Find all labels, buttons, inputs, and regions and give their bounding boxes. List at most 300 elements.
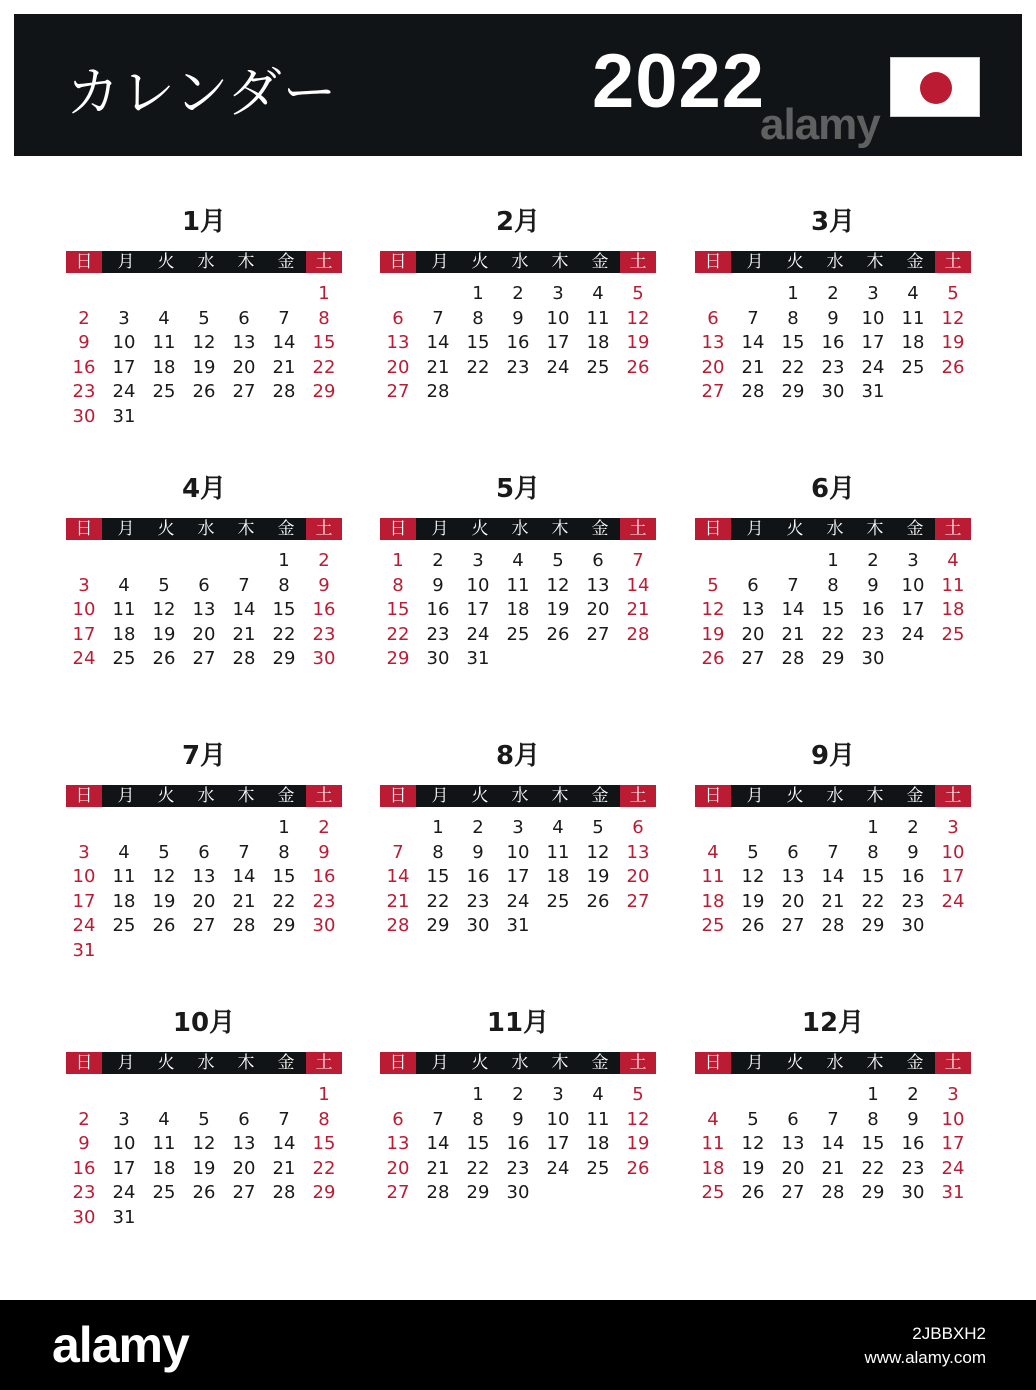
day-cell: 25 [901, 356, 925, 378]
day-cell: 25 [546, 890, 570, 912]
day-cell: 7 [632, 550, 644, 571]
day-cell: 18 [112, 890, 136, 912]
day-cell: 10 [861, 307, 885, 329]
day-cell: 3 [947, 1084, 959, 1105]
weekday-label: 月 [746, 786, 764, 806]
weekday-label: 土 [935, 518, 971, 540]
day-cell: 7 [827, 841, 839, 863]
day-cell: 19 [626, 1133, 650, 1154]
day-cell: 15 [861, 1133, 885, 1154]
day-cell: 14 [821, 1133, 845, 1154]
day-cell: 26 [152, 915, 176, 936]
day-cell: 28 [232, 648, 256, 669]
weekday-label: 月 [431, 252, 449, 272]
day-cell: 3 [78, 841, 90, 863]
weekday-label: 火 [786, 786, 804, 806]
day-cell: 15 [466, 1133, 490, 1154]
day-cell: 14 [232, 599, 256, 620]
month-title: 10月 [172, 1008, 236, 1038]
day-cell: 4 [592, 283, 604, 304]
day-cell: 16 [506, 332, 530, 353]
weekday-label: 月 [431, 519, 449, 539]
day-cell: 18 [901, 332, 925, 353]
day-cell: 27 [232, 381, 256, 402]
day-cell: 5 [947, 283, 959, 304]
day-cell: 27 [232, 1182, 256, 1203]
weekday-label: 水 [511, 786, 529, 806]
day-cell: 28 [426, 1182, 450, 1203]
day-cell: 5 [707, 574, 719, 596]
image-id: 2JBBXH2 [912, 1324, 986, 1343]
day-cell: 24 [941, 890, 965, 912]
day-cell: 7 [432, 1108, 444, 1130]
day-cell: 24 [112, 381, 136, 402]
day-cell: 14 [821, 866, 845, 887]
day-cell: 8 [392, 574, 404, 596]
day-cell: 24 [546, 1157, 570, 1179]
day-cell: 30 [901, 1182, 925, 1203]
day-cell: 25 [112, 915, 136, 936]
day-cell: 16 [466, 866, 490, 887]
day-cell: 6 [198, 841, 210, 863]
day-cell: 27 [386, 381, 410, 402]
day-cell: 8 [867, 1108, 879, 1130]
weekday-label: 土 [620, 785, 656, 807]
day-cell: 16 [426, 599, 450, 620]
month-block [695, 1006, 985, 1236]
weekday-label: 水 [826, 519, 844, 539]
day-cell: 4 [118, 574, 130, 596]
day-cell: 7 [278, 307, 290, 329]
weekday-label: 木 [237, 786, 255, 806]
day-cell: 25 [701, 1182, 725, 1203]
day-cell: 19 [626, 332, 650, 353]
day-cell: 23 [506, 1157, 530, 1179]
day-cell: 8 [278, 841, 290, 863]
day-cell: 20 [781, 890, 805, 912]
weekday-label: 金 [906, 252, 924, 272]
month-block [380, 472, 670, 702]
day-cell: 20 [626, 866, 650, 887]
weekday-label: 火 [471, 252, 489, 272]
day-cell: 12 [741, 1133, 765, 1154]
day-cell: 1 [867, 817, 879, 838]
day-cell: 28 [821, 1182, 845, 1203]
weekday-label: 水 [197, 786, 215, 806]
day-cell: 30 [312, 648, 336, 669]
day-cell: 5 [632, 283, 644, 304]
day-cell: 29 [426, 915, 450, 936]
footer-logo: alamy [52, 1317, 189, 1373]
day-cell: 9 [907, 1108, 919, 1130]
day-cell: 21 [272, 356, 296, 378]
day-cell: 18 [701, 1157, 725, 1179]
day-cell: 13 [192, 599, 216, 620]
day-cell: 25 [586, 1157, 610, 1179]
day-cell: 26 [586, 890, 610, 912]
day-cell: 11 [901, 307, 925, 329]
weekday-label: 水 [511, 519, 529, 539]
day-cell: 20 [232, 356, 256, 378]
weekday-label: 木 [866, 786, 884, 806]
day-cell: 27 [741, 648, 765, 669]
day-cell: 21 [426, 356, 450, 378]
day-cell: 25 [112, 648, 136, 669]
day-cell: 22 [312, 1157, 336, 1179]
weekday-label: 金 [277, 519, 295, 539]
day-cell: 24 [941, 1157, 965, 1179]
weekday-label: 土 [620, 251, 656, 273]
calendar-year: 2022 [592, 39, 766, 124]
month-title: 4月 [181, 474, 227, 504]
day-cell: 2 [78, 307, 90, 329]
watermark-text: alamy [760, 100, 880, 149]
day-cell: 3 [118, 1108, 130, 1130]
weekday-label: 月 [746, 519, 764, 539]
day-cell: 30 [426, 648, 450, 669]
day-cell: 1 [392, 550, 404, 571]
day-cell: 23 [312, 890, 336, 912]
day-cell: 16 [312, 599, 336, 620]
day-cell: 28 [232, 915, 256, 936]
weekday-label: 火 [157, 786, 175, 806]
month-title: 5月 [495, 474, 541, 504]
weekday-label: 日 [66, 518, 102, 540]
day-cell: 1 [432, 817, 444, 838]
day-cell: 8 [432, 841, 444, 863]
day-cell: 4 [552, 817, 564, 838]
day-cell: 13 [626, 841, 650, 863]
day-cell: 5 [198, 307, 210, 329]
day-cell: 4 [907, 283, 919, 304]
month-title: 9月 [810, 741, 856, 771]
day-cell: 18 [586, 1133, 610, 1154]
day-cell: 5 [632, 1084, 644, 1105]
day-cell: 20 [386, 1157, 410, 1179]
day-cell: 22 [386, 623, 410, 645]
day-cell: 19 [941, 332, 965, 353]
day-cell: 15 [466, 332, 490, 353]
day-cell: 23 [506, 356, 530, 378]
weekday-label: 水 [826, 1053, 844, 1073]
month-block [66, 739, 356, 969]
day-cell: 17 [941, 866, 965, 887]
day-cell: 26 [546, 623, 570, 645]
day-cell: 29 [821, 648, 845, 669]
day-cell: 23 [426, 623, 450, 645]
day-cell: 30 [901, 915, 925, 936]
weekday-label: 金 [906, 786, 924, 806]
day-cell: 28 [386, 915, 410, 936]
day-cell: 17 [901, 599, 925, 620]
day-cell: 9 [907, 841, 919, 863]
day-cell: 26 [701, 648, 725, 669]
day-cell: 20 [701, 356, 725, 378]
day-cell: 28 [741, 381, 765, 402]
weekday-label: 金 [906, 1053, 924, 1073]
footer-bar [0, 1300, 1036, 1390]
day-cell: 27 [386, 1182, 410, 1203]
weekday-label: 木 [866, 252, 884, 272]
day-cell: 1 [867, 1084, 879, 1105]
day-cell: 27 [192, 648, 216, 669]
weekday-label: 日 [380, 518, 416, 540]
day-cell: 8 [278, 574, 290, 596]
day-cell: 6 [392, 1108, 404, 1130]
day-cell: 14 [626, 574, 650, 596]
weekday-label: 日 [380, 785, 416, 807]
weekday-label: 水 [511, 252, 529, 272]
day-cell: 10 [901, 574, 925, 596]
day-cell: 18 [112, 623, 136, 645]
day-cell: 9 [472, 841, 484, 863]
day-cell: 4 [707, 1108, 719, 1130]
day-cell: 26 [941, 356, 965, 378]
day-cell: 5 [198, 1108, 210, 1130]
weekday-label: 日 [695, 785, 731, 807]
day-cell: 21 [386, 890, 410, 912]
day-cell: 17 [112, 356, 136, 378]
weekday-label: 水 [826, 252, 844, 272]
day-cell: 12 [626, 1108, 650, 1130]
weekday-label: 木 [237, 1053, 255, 1073]
weekday-label: 水 [826, 786, 844, 806]
day-cell: 4 [158, 307, 170, 329]
day-cell: 15 [821, 599, 845, 620]
day-cell: 4 [592, 1084, 604, 1105]
day-cell: 27 [192, 915, 216, 936]
day-cell: 21 [626, 599, 650, 620]
day-cell: 12 [546, 574, 570, 596]
day-cell: 5 [158, 574, 170, 596]
day-cell: 1 [278, 817, 290, 838]
weekday-label: 土 [306, 518, 342, 540]
weekday-label: 火 [786, 1053, 804, 1073]
weekday-label: 木 [237, 519, 255, 539]
month-block [380, 1006, 670, 1236]
month-title: 6月 [810, 474, 856, 504]
day-cell: 16 [72, 356, 96, 378]
day-cell: 1 [472, 1084, 484, 1105]
day-cell: 19 [701, 623, 725, 645]
day-cell: 30 [821, 381, 845, 402]
weekday-label: 土 [306, 251, 342, 273]
day-cell: 2 [318, 817, 330, 838]
day-cell: 12 [626, 307, 650, 329]
day-cell: 31 [72, 939, 96, 961]
day-cell: 19 [586, 866, 610, 887]
day-cell: 26 [741, 915, 765, 936]
day-cell: 3 [552, 283, 564, 304]
weekday-label: 金 [277, 786, 295, 806]
month-title: 3月 [810, 207, 856, 237]
weekday-label: 水 [197, 519, 215, 539]
day-cell: 1 [318, 283, 330, 304]
month-block [695, 739, 985, 969]
weekday-label: 月 [117, 786, 135, 806]
day-cell: 12 [586, 841, 610, 863]
month-title: 8月 [495, 741, 541, 771]
weekday-label: 木 [237, 252, 255, 272]
day-cell: 25 [152, 381, 176, 402]
day-cell: 24 [506, 890, 530, 912]
weekday-label: 金 [591, 786, 609, 806]
weekday-label: 木 [551, 519, 569, 539]
day-cell: 12 [152, 599, 176, 620]
day-cell: 8 [787, 307, 799, 329]
day-cell: 28 [426, 381, 450, 402]
day-cell: 2 [432, 550, 444, 571]
weekday-header [695, 1052, 971, 1074]
day-cell: 21 [781, 623, 805, 645]
month-title: 7月 [181, 741, 227, 771]
day-cell: 24 [861, 356, 885, 378]
month-block [66, 472, 356, 702]
day-cell: 27 [626, 890, 650, 912]
weekday-label: 月 [431, 786, 449, 806]
day-cell: 22 [312, 356, 336, 378]
day-cell: 17 [546, 332, 570, 353]
weekday-label: 日 [66, 785, 102, 807]
day-cell: 11 [112, 866, 136, 887]
weekday-header [380, 1052, 656, 1074]
day-cell: 13 [781, 866, 805, 887]
calendar-title: カレンダー [66, 61, 338, 124]
day-cell: 25 [701, 915, 725, 936]
day-cell: 4 [158, 1108, 170, 1130]
day-cell: 3 [512, 817, 524, 838]
day-cell: 3 [552, 1084, 564, 1105]
day-cell: 26 [152, 648, 176, 669]
day-cell: 23 [901, 1157, 925, 1179]
weekday-label: 水 [197, 1053, 215, 1073]
day-cell: 21 [741, 356, 765, 378]
day-cell: 21 [272, 1157, 296, 1179]
weekday-label: 金 [277, 1053, 295, 1073]
day-cell: 10 [506, 841, 530, 863]
day-cell: 22 [272, 890, 296, 912]
weekday-label: 土 [935, 785, 971, 807]
day-cell: 14 [272, 1133, 296, 1154]
day-cell: 13 [386, 1133, 410, 1154]
day-cell: 15 [312, 1133, 336, 1154]
day-cell: 11 [941, 574, 965, 596]
day-cell: 22 [466, 1157, 490, 1179]
day-cell: 3 [867, 283, 879, 304]
day-cell: 17 [941, 1133, 965, 1154]
day-cell: 15 [272, 599, 296, 620]
day-cell: 23 [312, 623, 336, 645]
weekday-label: 月 [117, 1053, 135, 1073]
day-cell: 16 [312, 866, 336, 887]
day-cell: 15 [781, 332, 805, 353]
day-cell: 9 [827, 307, 839, 329]
day-cell: 19 [741, 1157, 765, 1179]
day-cell: 22 [781, 356, 805, 378]
day-cell: 7 [747, 307, 759, 329]
weekday-header [695, 251, 971, 273]
day-cell: 8 [318, 1108, 330, 1130]
day-cell: 25 [941, 623, 965, 645]
day-cell: 29 [312, 1182, 336, 1203]
weekday-label: 水 [197, 252, 215, 272]
day-cell: 20 [232, 1157, 256, 1179]
weekday-label: 土 [935, 1052, 971, 1074]
day-cell: 14 [426, 1133, 450, 1154]
day-cell: 19 [546, 599, 570, 620]
weekday-label: 月 [431, 1053, 449, 1073]
day-cell: 5 [747, 841, 759, 863]
day-cell: 31 [941, 1182, 965, 1203]
weekday-label: 月 [117, 519, 135, 539]
day-cell: 2 [907, 817, 919, 838]
day-cell: 22 [466, 356, 490, 378]
day-cell: 3 [78, 574, 90, 596]
day-cell: 25 [152, 1182, 176, 1203]
day-cell: 21 [232, 623, 256, 645]
day-cell: 7 [392, 841, 404, 863]
day-cell: 17 [546, 1133, 570, 1154]
day-cell: 29 [312, 381, 336, 402]
day-cell: 2 [472, 817, 484, 838]
day-cell: 11 [586, 307, 610, 329]
weekday-label: 日 [695, 1052, 731, 1074]
weekday-label: 日 [380, 1052, 416, 1074]
day-cell: 17 [466, 599, 490, 620]
day-cell: 10 [112, 332, 136, 353]
day-cell: 10 [72, 599, 96, 620]
weekday-label: 金 [591, 519, 609, 539]
day-cell: 10 [466, 574, 490, 596]
day-cell: 11 [152, 332, 176, 353]
day-cell: 17 [72, 623, 96, 645]
day-cell: 1 [787, 283, 799, 304]
day-cell: 16 [901, 866, 925, 887]
month-title: 1月 [181, 207, 227, 237]
day-cell: 8 [472, 1108, 484, 1130]
day-cell: 14 [781, 599, 805, 620]
weekday-label: 日 [66, 1052, 102, 1074]
day-cell: 15 [312, 332, 336, 353]
day-cell: 5 [158, 841, 170, 863]
day-cell: 22 [861, 1157, 885, 1179]
day-cell: 11 [506, 574, 530, 596]
day-cell: 25 [586, 356, 610, 378]
day-cell: 22 [426, 890, 450, 912]
day-cell: 25 [506, 623, 530, 645]
day-cell: 9 [432, 574, 444, 596]
day-cell: 30 [506, 1182, 530, 1203]
month-block [695, 205, 985, 435]
weekday-label: 木 [551, 252, 569, 272]
weekday-label: 月 [117, 252, 135, 272]
day-cell: 3 [907, 550, 919, 571]
day-cell: 24 [72, 648, 96, 669]
day-cell: 13 [781, 1133, 805, 1154]
day-cell: 21 [821, 1157, 845, 1179]
day-cell: 26 [741, 1182, 765, 1203]
day-cell: 30 [466, 915, 490, 936]
weekday-label: 日 [695, 251, 731, 273]
day-cell: 18 [546, 866, 570, 887]
day-cell: 6 [747, 574, 759, 596]
day-cell: 27 [781, 915, 805, 936]
day-cell: 2 [318, 550, 330, 571]
day-cell: 8 [867, 841, 879, 863]
weekday-header [66, 1052, 342, 1074]
day-cell: 4 [707, 841, 719, 863]
day-cell: 27 [701, 381, 725, 402]
